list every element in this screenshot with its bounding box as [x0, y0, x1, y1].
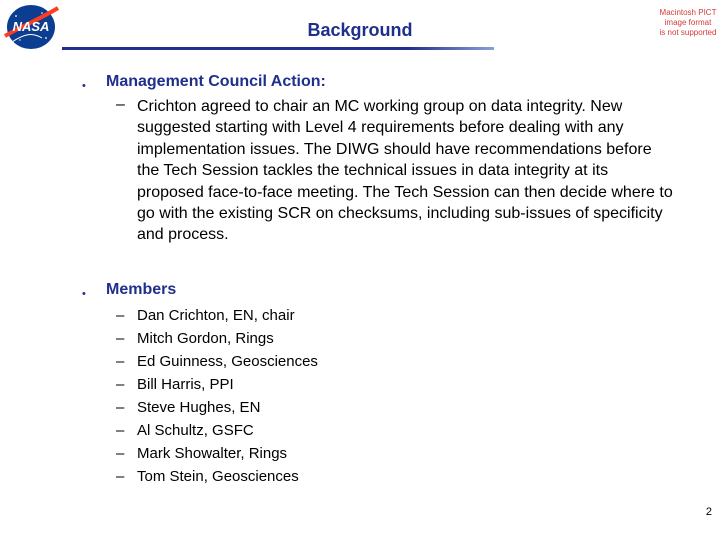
member-name: Mark Showalter, Rings — [137, 445, 288, 462]
pict-line-3: is not supported — [659, 28, 717, 37]
member-item — [116, 465, 318, 488]
sub-bullet-dash: – — [116, 330, 125, 347]
sub-bullet-dash: – — [116, 422, 125, 439]
member-name: Al Schultz, GSFC — [137, 422, 254, 439]
bullet-heading-members: Members — [106, 281, 177, 298]
member-name: Bill Harris, PPI — [137, 376, 234, 393]
member-item — [116, 304, 318, 327]
bullet-marker: • — [82, 80, 86, 92]
slide-title: Background — [307, 20, 413, 40]
member-name: Dan Crichton, EN, chair — [137, 307, 295, 324]
member-item — [116, 396, 318, 419]
sub-bullet-dash: – — [116, 307, 125, 324]
title-underline — [62, 47, 494, 50]
sub-bullet-dash: – — [116, 468, 125, 485]
pict-line-1: Macintosh PICT — [659, 8, 717, 17]
member-name: Steve Hughes, EN — [137, 399, 261, 416]
council-action-paragraph: Crichton agreed to chair an MC working group on data integrity. New suggested starting with Level 4 requirements before dealing with any implementation issues. The DIWG should have recommendations before the Tech Session tackles the technical issues in data integrity at its proposed face-to-face meeting. The Tech Session can then decide where to go with the existing SCR on checksums, including sub-issues of specificity and process. — [137, 98, 673, 244]
member-item — [116, 327, 318, 350]
sub-bullet-dash: – — [116, 96, 125, 113]
member-name: Ed Guinness, Geosciences — [137, 353, 318, 370]
bullet-heading-council-action: Management Council Action: — [106, 73, 326, 90]
members-list — [116, 304, 318, 488]
nasa-logo-text: NASA — [12, 19, 50, 34]
nasa-logo — [2, 2, 60, 52]
sub-bullet-dash: – — [116, 376, 125, 393]
member-name: Mitch Gordon, Rings — [137, 330, 274, 347]
member-item — [116, 373, 318, 396]
pict-placeholder — [658, 8, 718, 38]
sub-bullet-dash: – — [116, 399, 125, 416]
bullet-marker: • — [82, 288, 86, 300]
sub-bullet-dash: – — [116, 353, 125, 370]
member-name: Tom Stein, Geosciences — [137, 468, 299, 485]
member-item — [116, 419, 318, 442]
member-item — [116, 442, 318, 465]
member-item — [116, 350, 318, 373]
page-number: 2 — [705, 506, 712, 518]
sub-bullet-dash: – — [116, 445, 125, 462]
pict-line-2: image format — [664, 18, 712, 27]
